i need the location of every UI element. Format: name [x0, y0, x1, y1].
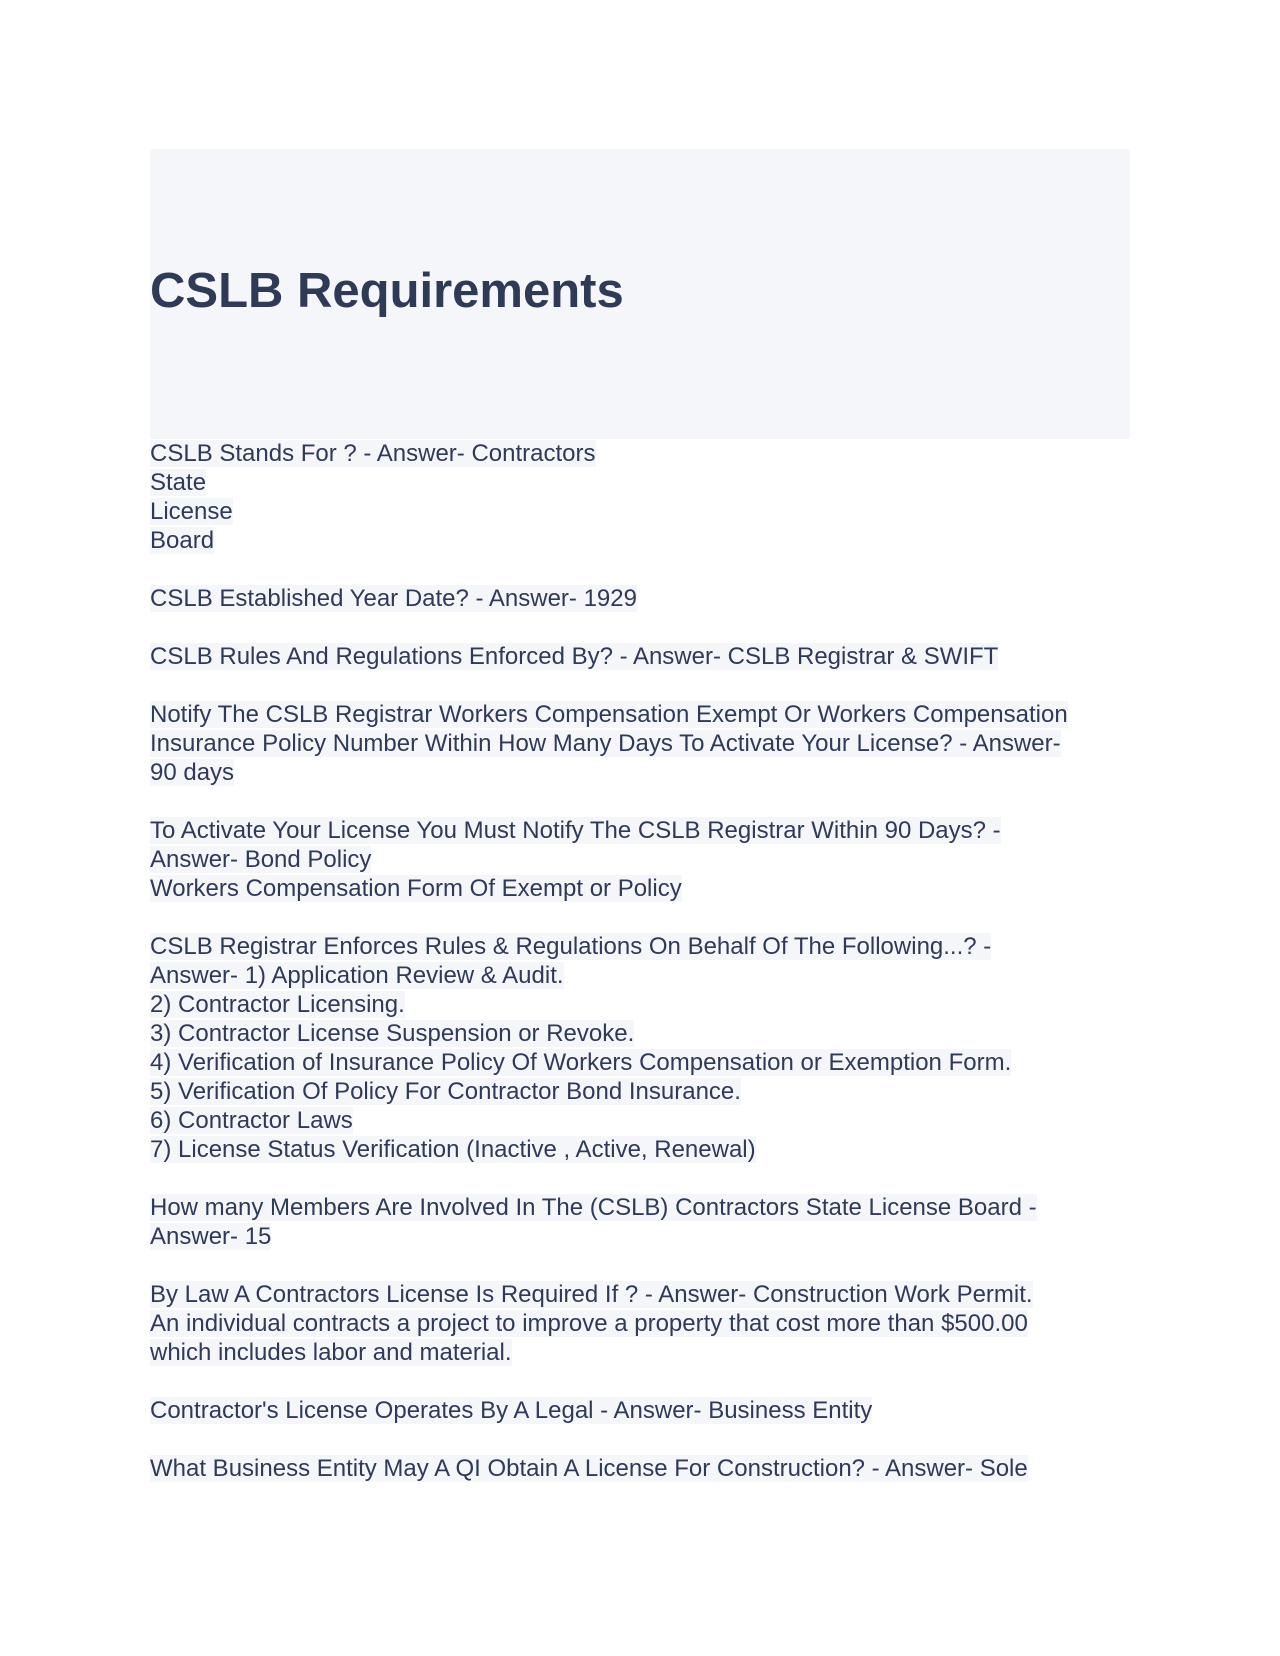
qa-item-rules-enforced-by	[150, 642, 1130, 671]
qa-line: CSLB Rules And Regulations Enforced By? - Answer- CSLB Registrar & SWIFT	[150, 643, 999, 670]
qa-line: Answer- Bond Policy	[150, 846, 372, 873]
qa-line: Workers Compensation Form Of Exempt or Policy	[150, 875, 682, 902]
qa-line: 7) License Status Verification (Inactive , Active, Renewal)	[150, 1136, 756, 1163]
qa-line: What Business Entity May A QI Obtain A License For Construction? - Answer- Sole	[150, 1455, 1028, 1482]
qa-line: To Activate Your License You Must Notify The CSLB Registrar Within 90 Days? -	[150, 817, 1001, 844]
qa-item-business-entity	[150, 1454, 1130, 1483]
title-block	[150, 149, 1130, 439]
qa-line: 90 days	[150, 759, 235, 786]
qa-item-license-required-if	[150, 1280, 1130, 1367]
qa-item-members-count	[150, 1193, 1130, 1251]
qa-item-notify-registrar-days	[150, 700, 1130, 787]
qa-line: CSLB Registrar Enforces Rules & Regulations On Behalf Of The Following...? -	[150, 933, 992, 960]
qa-line: State	[150, 469, 207, 496]
qa-line: 6) Contractor Laws	[150, 1107, 353, 1134]
qa-line: By Law A Contractors License Is Required If ? - Answer- Construction Work Permit.	[150, 1281, 1033, 1308]
page-title: CSLB Requirements	[150, 264, 624, 318]
qa-line: CSLB Stands For ? - Answer- Contractors	[150, 440, 596, 467]
qa-line: which includes labor and material.	[150, 1339, 512, 1366]
qa-line: 3) Contractor License Suspension or Revoke.	[150, 1020, 635, 1047]
qa-content	[150, 439, 1130, 1483]
qa-line: Answer- 1) Application Review & Audit.	[150, 962, 564, 989]
qa-line: Notify The CSLB Registrar Workers Compensation Exempt Or Workers Compensation	[150, 701, 1068, 728]
qa-line: Insurance Policy Number Within How Many Days To Activate Your License? - Answer-	[150, 730, 1061, 757]
qa-line: Answer- 15	[150, 1223, 272, 1250]
qa-line: 4) Verification of Insurance Policy Of Workers Compensation or Exemption Form.	[150, 1049, 1012, 1076]
document-page	[150, 149, 1130, 1512]
qa-item-activate-license	[150, 816, 1130, 903]
qa-line: License	[150, 498, 233, 525]
qa-item-established-year	[150, 584, 1130, 613]
qa-line: How many Members Are Involved In The (CSLB) Contractors State License Board -	[150, 1194, 1037, 1221]
qa-line: 5) Verification Of Policy For Contractor Bond Insurance.	[150, 1078, 741, 1105]
qa-item-legal-operation	[150, 1396, 1130, 1425]
qa-line: An individual contracts a project to improve a property that cost more than $500.00	[150, 1310, 1028, 1337]
qa-item-cslb-stands-for	[150, 439, 1130, 555]
qa-line: 2) Contractor Licensing.	[150, 991, 405, 1018]
qa-item-registrar-enforces	[150, 932, 1130, 1164]
qa-line: CSLB Established Year Date? - Answer- 1929	[150, 585, 637, 612]
qa-line: Board	[150, 527, 215, 554]
qa-line: Contractor's License Operates By A Legal - Answer- Business Entity	[150, 1397, 873, 1424]
